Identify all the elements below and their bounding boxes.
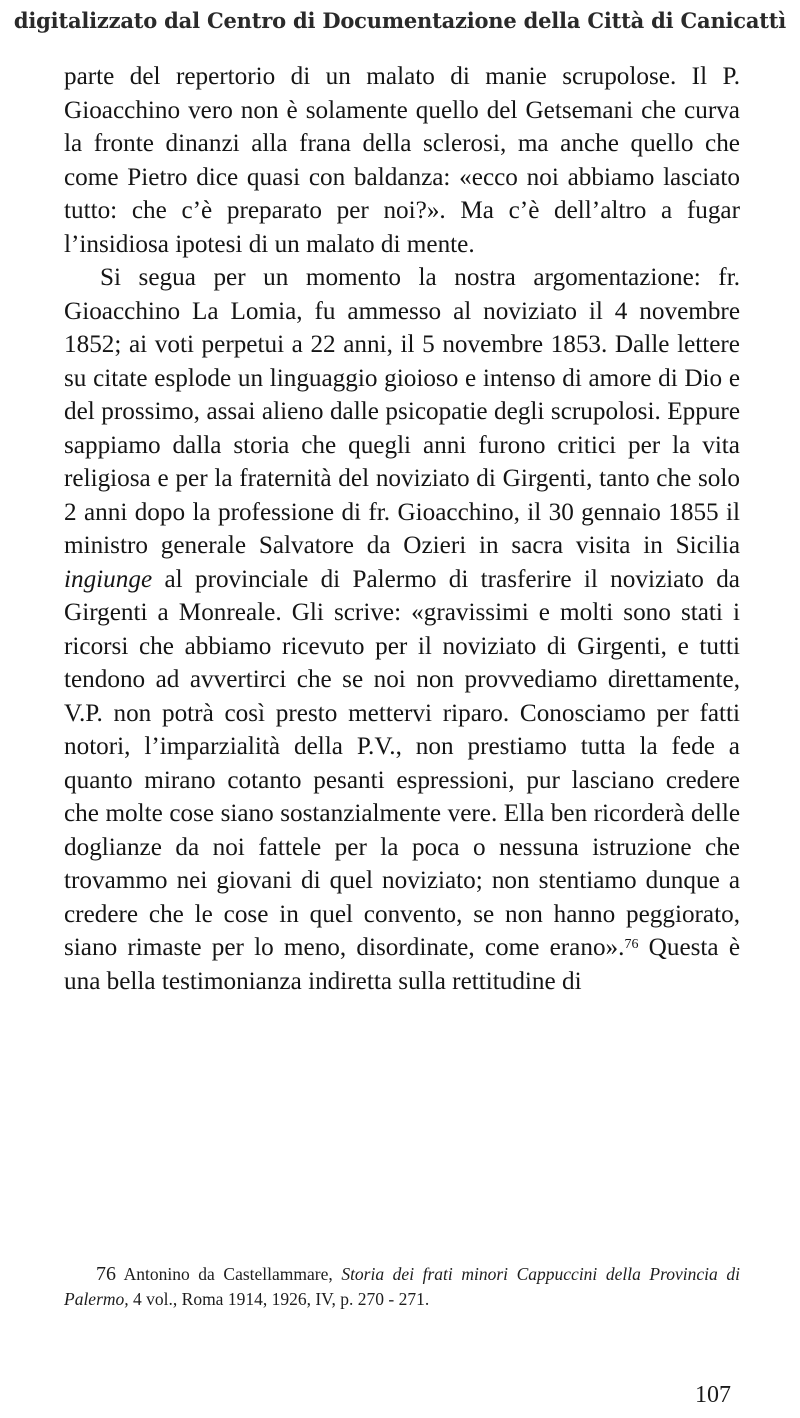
paragraph-2-text-b: al provinciale di Palermo di trasferire il noviziato da Girgenti a Monreale. Gli scrive: «gravissimi e molti sono stati i ricorsi che abbiamo ricevuto per il noviziato di Girgenti, e tutti tendono ad avvertirci che se noi non provvediamo direttamente, V.P. non potrà così presto mettervi riparo. Conosciamo per fatti notori, l’imparzialità della P.V., non prestiamo tutta la fede a quanto mirano cotanto pesanti espressioni, pur lasciano credere che molte cose siano sostanzialmente vere. Ella ben ricorderà delle doglianze da noi fattele per la poca o nessuna istruzione che trovammo nei giovani di quel noviziato; non stentiamo dunque a credere che le cose in quel convento, se non hanno peggiorato, siano rimaste per lo meno, disordinate, come erano». [64, 565, 740, 961]
paragraph-2-text-c: Questa è una bella testimonianza indiretta sulla rettitudine di [64, 934, 740, 995]
page-number: 107 [695, 1382, 731, 1408]
paragraph-2 [64, 261, 740, 998]
italic-word: ingiunge [64, 565, 153, 593]
paragraph-2-text-a: Si segua per un momento la nostra argomentazione: fr. Gioacchino La Lomia, fu ammesso al noviziato il 4 novembre 1852; ai voti perpetui a 22 anni, il 5 novembre 1853. Dalle lettere su citate esplode un linguaggio gioioso e intenso di amore di Dio e del prossimo, assai alieno dalle psicopatie degli scrupolosi. Eppure sappiamo dalla storia che quegli anni furono critici per la vita religiosa e per la fraternità del noviziato di Girgenti, tanto che solo 2 anni dopo la professione di fr. Gioacchino, il 30 gennaio 1855 il ministro generale Salvatore da Ozieri in sacra visita in Sicilia [64, 264, 740, 559]
body-text [64, 60, 740, 998]
paragraph-1: parte del repertorio di un malato di manie scrupolose. Il P. Gioacchino vero non è solamente quello del Getsemani che curva la fronte dinanzi alla frana della sclerosi, ma anche quello che come Pietro dice quasi con baldanza: «ecco noi abbiamo lasciato tutto: che c’è preparato per noi?». Ma c’è dell’altro a fugar l’insidiosa ipotesi di un malato di mente. [64, 63, 740, 258]
footnote-author: Antonino da Castellammare, [116, 1264, 342, 1284]
footnote-reference: 76 [624, 937, 639, 952]
footnote [64, 1262, 740, 1312]
watermark-header: digitalizzato dal Centro di Documentazione della Città di Canicattì [13, 8, 787, 33]
footnote-title: Storia dei frati minori Cappuccini della Provincia di Palermo, [64, 1264, 740, 1309]
footnote-number: 76 [96, 1263, 116, 1285]
footnote-details: 4 vol., Roma 1914, 1926, IV, p. 270 - 271. [128, 1289, 430, 1309]
